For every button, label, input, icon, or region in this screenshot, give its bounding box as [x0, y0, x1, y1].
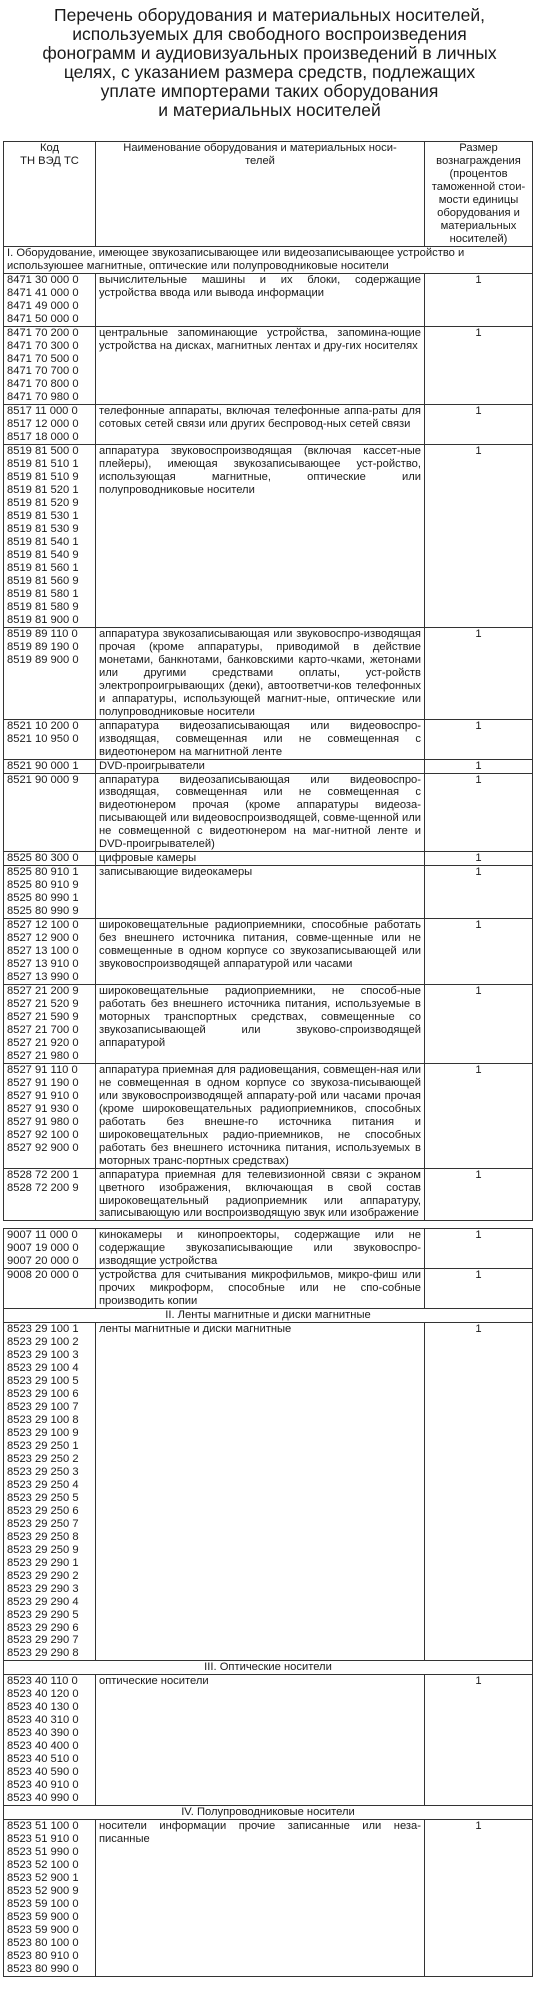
code-cell	[4, 985, 96, 1064]
table-row	[4, 445, 533, 628]
tnved-code: 8523 40 910 0	[7, 1779, 79, 1792]
name-cell: кинокамеры и кинопроекторы, содержащие или не содержащие звукозаписывающие или звуковоспро-изводящие устройства	[96, 1229, 425, 1269]
tnved-code: 8523 29 290 5	[7, 1608, 79, 1621]
name-cell: аппаратура приемная для радиовещания, совмещен-ная или не совмещенная в одном корпусе со звукоза-писывающей или звуковоспроизводящей аппарату-рой или часами прочая (кроме широковещательных радиоприемников, способных работать без внешне-го источника питания и широковещательных радио-приемников, не способных работать без внешнего источника питания, используемых в моторных транс-портных средствах)	[96, 1063, 425, 1168]
name-cell: широковещательные радиоприемники, способные работать без внешнего источника питания, совме-щенные или не совмещенные в одном корпусе со звукозаписывающей или звуковоспроизводящей аппаратурой или часами	[96, 919, 425, 985]
table-gap	[4, 1221, 533, 1229]
code-cell	[4, 866, 96, 919]
tnved-code: 8517 12 000 0	[7, 418, 79, 431]
table-row	[4, 719, 533, 759]
tnved-code: 8523 29 290 6	[7, 1621, 79, 1634]
rate-cell: 1	[425, 759, 533, 773]
tnved-code: 8527 12 100 0	[7, 919, 79, 932]
title-line: фонограмм и аудиовизуальных произведений в личных	[42, 43, 497, 63]
title-line: и материальных носителей	[158, 100, 381, 120]
tnved-code: 8471 70 300 0	[7, 339, 79, 352]
equipment-table	[3, 141, 533, 1977]
name-cell: ленты магнитные и диски магнитные	[96, 1323, 425, 1661]
tnved-code: 8471 30 000 0	[7, 273, 79, 286]
tnved-code: 8527 12 900 0	[7, 932, 79, 945]
code-cell	[4, 326, 96, 405]
tnved-code: 8523 29 250 4	[7, 1478, 79, 1491]
rate-cell: 1	[425, 1063, 533, 1168]
tnved-code: 8523 29 290 7	[7, 1634, 79, 1647]
name-cell: DVD-проигрыватели	[96, 759, 425, 773]
tnved-code: 8523 29 100 6	[7, 1388, 79, 1401]
name-cell: оптические носители	[96, 1675, 425, 1806]
table-row	[4, 326, 533, 405]
rate-cell: 1	[425, 1323, 533, 1661]
tnved-code: 8471 70 200 0	[7, 326, 79, 339]
rate-cell: 1	[425, 273, 533, 326]
tnved-code: 8523 40 120 0	[7, 1688, 79, 1701]
section-row	[4, 1309, 533, 1323]
code-cell	[4, 273, 96, 326]
table-body	[4, 246, 533, 1976]
tnved-code: 8527 91 930 0	[7, 1102, 79, 1115]
header-code: Код ТН ВЭД ТС	[4, 142, 96, 247]
rate-cell: 1	[425, 1675, 533, 1806]
tnved-code: 8519 81 500 0	[7, 445, 79, 458]
tnved-code: 8523 51 100 0	[7, 1820, 79, 1833]
tnved-code: 9007 19 000 0	[7, 1242, 79, 1255]
name-cell: аппаратура звуковоспроизводящая (включая кассет-ные плейеры), имеющая звукозаписывающее уст-ройство, использующая магнитные, оптические или полупроводниковые носители	[96, 445, 425, 628]
tnved-code: 8523 29 250 9	[7, 1543, 79, 1556]
tnved-code: 8471 50 000 0	[7, 312, 79, 325]
tnved-code: 8523 29 250 2	[7, 1452, 79, 1465]
page-title	[8, 6, 531, 120]
code-cell	[4, 1063, 96, 1168]
tnved-code: 8523 29 250 3	[7, 1465, 79, 1478]
tnved-code: 8523 29 250 1	[7, 1439, 79, 1452]
tnved-code: 8519 81 540 1	[7, 536, 79, 549]
tnved-code: 8527 21 700 0	[7, 1023, 79, 1036]
table-row	[4, 405, 533, 445]
rate-cell: 1	[425, 1820, 533, 1977]
tnved-code: 8471 70 700 0	[7, 365, 79, 378]
title-line: Перечень оборудования и материальных носителей,	[54, 5, 485, 25]
tnved-code: 8523 29 250 6	[7, 1504, 79, 1517]
tnved-code: 8525 80 910 1	[7, 866, 79, 879]
tnved-code: 8523 51 990 0	[7, 1845, 79, 1858]
tnved-code: 8523 29 100 4	[7, 1362, 79, 1375]
tnved-code: 8527 92 100 0	[7, 1128, 79, 1141]
tnved-code: 8517 11 000 0	[7, 405, 78, 418]
tnved-code: 8523 52 100 0	[7, 1858, 79, 1871]
tnved-code: 8519 81 580 1	[7, 587, 79, 600]
tnved-code: 8523 40 310 0	[7, 1714, 79, 1727]
rate-cell: 1	[425, 1229, 533, 1269]
tnved-code: 8523 80 990 0	[7, 1962, 79, 1975]
name-cell: аппаратура видеозаписывающая или видеовоспро-изводящая, совмещенная или не совмещенная с видеотюнером прочая (кроме аппаратуры видеоза-писывающей или видеовоспроизводящей, совме-щенной или не совмещенной с видеотюнером на маг-нитной ленте и DVD-проигрывателей)	[96, 773, 425, 852]
tnved-code: 8471 70 500 0	[7, 352, 79, 365]
section-heading: II. Ленты магнитные и диски магнитные	[4, 1309, 533, 1323]
section-row	[4, 1661, 533, 1675]
tnved-code: 8527 91 910 0	[7, 1089, 79, 1102]
title-line: используемых для свободного воспроизведения	[72, 24, 467, 44]
tnved-code: 8528 72 200 1	[7, 1168, 79, 1181]
tnved-code: 8528 72 200 9	[7, 1181, 79, 1194]
tnved-code: 8521 10 200 0	[7, 719, 79, 732]
rate-cell: 1	[425, 1269, 533, 1309]
table-row	[4, 1675, 533, 1806]
tnved-code: 8517 18 000 0	[7, 431, 79, 444]
name-cell: аппаратура приемная для телевизионной связи с экраном цветного изображения, включающая в свой состав широковещательный радиоприемник или аппаратуру, записывающую или воспроизводящую звук или изображение	[96, 1168, 425, 1221]
section-heading: IV. Полупроводниковые носители	[4, 1806, 533, 1820]
tnved-code: 8527 91 190 0	[7, 1076, 79, 1089]
tnved-code: 8523 59 100 0	[7, 1897, 79, 1910]
tnved-code: 8523 29 250 8	[7, 1530, 79, 1543]
table-row	[4, 773, 533, 852]
code-cell	[4, 1168, 96, 1221]
table-row	[4, 852, 533, 866]
tnved-code: 8519 81 560 1	[7, 562, 79, 574]
tnved-code: 8527 13 990 0	[7, 971, 79, 984]
code-cell	[4, 852, 96, 866]
table-row	[4, 866, 533, 919]
tnved-code: 8523 29 100 1	[7, 1323, 79, 1336]
header-rate: Размер вознаграждения (процентов таможенной стои- мости единицы оборудования и материальных носителей)	[425, 142, 533, 247]
tnved-code: 8519 81 560 9	[7, 574, 79, 587]
tnved-code: 8519 81 530 1	[7, 510, 79, 523]
table-row	[4, 759, 533, 773]
code-cell	[4, 1229, 96, 1269]
code-cell	[4, 1675, 96, 1806]
tnved-code: 8523 40 590 0	[7, 1766, 79, 1779]
tnved-code: 8527 21 200 9	[7, 985, 79, 997]
tnved-code: 8519 89 900 0	[7, 653, 79, 666]
tnved-code: 8525 80 990 9	[7, 905, 79, 918]
rate-cell: 1	[425, 326, 533, 405]
tnved-code: 8527 21 520 9	[7, 997, 79, 1010]
tnved-code: 8525 80 990 1	[7, 892, 79, 905]
tnved-code: 8523 52 900 1	[7, 1871, 79, 1884]
name-cell: центральные запоминающие устройства, запомина-ющие устройства на дисках, магнитных лентах и дру-гих носителях	[96, 326, 425, 405]
rate-cell: 1	[425, 1168, 533, 1221]
tnved-code: 8523 80 100 0	[7, 1936, 79, 1949]
tnved-code: 8523 29 100 8	[7, 1414, 79, 1426]
name-cell: широковещательные радиоприемники, не способ-ные работать без внешнего источника питания, используемые в моторных транспортных средствах, совмещенные со звукозаписывающей или звуково-спроизводящей аппаратурой	[96, 985, 425, 1064]
code-cell	[4, 405, 96, 445]
tnved-code: 8519 81 900 0	[7, 613, 79, 626]
section-heading: III. Оптические носители	[4, 1661, 533, 1675]
tnved-code: 8523 29 290 3	[7, 1582, 79, 1595]
rate-cell: 1	[425, 773, 533, 852]
tnved-code: 8527 92 900 0	[7, 1141, 79, 1154]
tnved-code: 8519 81 530 9	[7, 523, 79, 536]
name-cell: устройства для считывания микрофильмов, микро-фиш или прочих микроформ, способные или не спо-собные производить копии	[96, 1269, 425, 1309]
tnved-code: 8525 80 910 9	[7, 879, 79, 892]
tnved-code: 8523 29 250 5	[7, 1491, 79, 1504]
rate-cell: 1	[425, 919, 533, 985]
tnved-code: 8521 90 000 9	[7, 773, 79, 786]
header-name: Наименование оборудования и материальных носи- телей	[96, 142, 425, 247]
table-row	[4, 1269, 533, 1309]
tnved-code: 8521 10 950 0	[7, 732, 79, 745]
tnved-code: 8523 40 400 0	[7, 1740, 79, 1753]
title-line: целях, с указанием размера средств, подлежащих	[63, 62, 476, 82]
tnved-code: 8519 89 190 0	[7, 640, 79, 653]
tnved-code: 8523 59 900 0	[7, 1923, 79, 1936]
code-cell	[4, 773, 96, 852]
tnved-code: 8523 29 290 1	[7, 1556, 79, 1569]
tnved-code: 8523 40 510 0	[7, 1753, 79, 1766]
tnved-code: 8523 29 100 7	[7, 1401, 79, 1414]
section-heading: I. Оборудование, имеющее звукозаписывающее или видеозаписывающее устройство и используюшее магнитные, оптические или полупроводниковые носители	[4, 246, 533, 273]
section-row	[4, 1806, 533, 1820]
table-header-row	[4, 142, 533, 247]
tnved-code: 8523 29 100 2	[7, 1336, 79, 1349]
code-cell	[4, 627, 96, 719]
code-cell	[4, 1269, 96, 1309]
tnved-code: 8523 40 130 0	[7, 1701, 79, 1714]
tnved-code: 9007 20 000 0	[7, 1255, 79, 1268]
rate-cell: 1	[425, 866, 533, 919]
rate-cell: 1	[425, 985, 533, 1064]
table-row	[4, 1323, 533, 1661]
code-cell	[4, 759, 96, 773]
tnved-code: 8519 81 580 9	[7, 600, 79, 613]
tnved-code: 8527 21 980 0	[7, 1049, 79, 1062]
tnved-code: 8523 52 900 9	[7, 1884, 79, 1897]
rate-cell: 1	[425, 445, 533, 628]
code-cell	[4, 1323, 96, 1661]
name-cell: телефонные аппараты, включая телефонные аппа-раты для сотовых сетей связи или других беспровод-ных сетей связи	[96, 405, 425, 445]
tnved-code: 8471 70 980 0	[7, 391, 79, 404]
tnved-code: 8519 81 520 9	[7, 497, 79, 510]
tnved-code: 8519 81 540 9	[7, 549, 79, 562]
tnved-code: 8527 13 910 0	[7, 958, 79, 971]
tnved-code: 8527 91 110 0	[7, 1063, 78, 1076]
tnved-code: 8519 81 510 1	[7, 458, 79, 471]
tnved-code: 8521 90 000 1	[7, 759, 79, 772]
table-row	[4, 1063, 533, 1168]
rate-cell: 1	[425, 627, 533, 719]
tnved-code: 8523 29 100 9	[7, 1426, 79, 1439]
tnved-code: 8523 29 290 4	[7, 1595, 79, 1608]
tnved-code: 8471 41 000 0	[7, 286, 79, 299]
tnved-code: 8527 21 920 0	[7, 1036, 79, 1049]
tnved-code: 8519 81 520 1	[7, 484, 79, 497]
tnved-code: 8527 91 980 0	[7, 1115, 79, 1128]
tnved-code: 8471 70 800 0	[7, 378, 79, 391]
table-row	[4, 1229, 533, 1269]
tnved-code: 8525 80 300 0	[7, 852, 79, 865]
table-row	[4, 627, 533, 719]
code-cell	[4, 719, 96, 759]
name-cell: аппаратура звукозаписывающая или звуковоспро-изводящая прочая (кроме аппаратуры, приводимой в действие монетами, банкнотами, банковскими карто-чками, жетонами или другими средствами оплаты, уст-ройств электропроигрывающих (деки), автоответчи-ков телефонных и аппаратуры, использующей магнит-ные, оптические или полупроводниковые носители	[96, 627, 425, 719]
table-row	[4, 985, 533, 1064]
tnved-code: 8523 59 900 0	[7, 1910, 79, 1923]
tnved-code: 8519 81 510 9	[7, 471, 79, 484]
tnved-code: 8471 49 000 0	[7, 299, 79, 312]
name-cell: записывающие видеокамеры	[96, 866, 425, 919]
tnved-code: 8523 40 990 0	[7, 1792, 79, 1805]
tnved-code: 8519 89 110 0	[7, 627, 78, 640]
rate-cell: 1	[425, 852, 533, 866]
table-row	[4, 273, 533, 326]
tnved-code: 8523 29 100 5	[7, 1375, 79, 1388]
tnved-code: 8527 13 100 0	[7, 945, 79, 958]
code-cell	[4, 445, 96, 628]
rate-cell: 1	[425, 405, 533, 445]
tnved-code: 8523 29 250 7	[7, 1517, 79, 1530]
tnved-code: 8527 21 590 9	[7, 1010, 79, 1023]
tnved-code: 8523 29 290 2	[7, 1569, 79, 1582]
tnved-code: 8523 29 290 8	[7, 1647, 79, 1660]
table-row	[4, 919, 533, 985]
name-cell: аппаратура видеозаписывающая или видеовоспро-изводящая, совмещенная или не совмещенная с видеотюнером на магнитной ленте	[96, 719, 425, 759]
gap-cell	[4, 1221, 533, 1229]
tnved-code: 8523 80 910 0	[7, 1949, 79, 1962]
tnved-code: 9008 20 000 0	[7, 1269, 79, 1282]
tnved-code: 8523 40 390 0	[7, 1727, 79, 1740]
tnved-code: 9007 11 000 0	[7, 1229, 78, 1242]
name-cell: цифровые камеры	[96, 852, 425, 866]
name-cell: вычислительные машины и их блоки, содержащие устройства ввода или вывода информации	[96, 273, 425, 326]
name-cell: носители информации прочие записанные или неза-писанные	[96, 1820, 425, 1977]
title-line: уплате импортерами таких оборудования	[100, 81, 439, 101]
table-row	[4, 1168, 533, 1221]
tnved-code: 8523 40 110 0	[7, 1675, 78, 1688]
tnved-code: 8523 51 910 0	[7, 1833, 79, 1845]
code-cell	[4, 1820, 96, 1977]
code-cell	[4, 919, 96, 985]
table-row	[4, 1820, 533, 1977]
section-row	[4, 246, 533, 273]
rate-cell: 1	[425, 719, 533, 759]
tnved-code: 8523 29 100 3	[7, 1349, 79, 1362]
